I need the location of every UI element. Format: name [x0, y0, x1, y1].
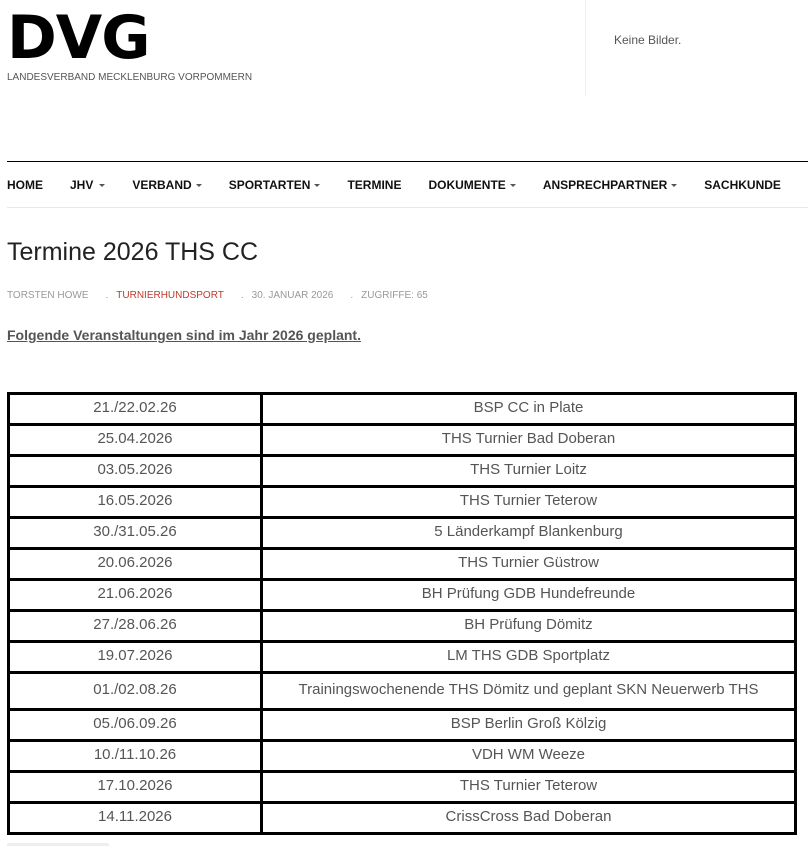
category-link[interactable]: TURNIERHUNDSPORT [116, 290, 224, 301]
events-table [7, 392, 797, 835]
event-name: VDH WM Weeze [262, 741, 796, 772]
table-row [9, 487, 796, 518]
event-date: 30./31.05.26 [9, 518, 262, 549]
nav-item-termine[interactable] [347, 178, 401, 192]
site-tagline: LANDESVERBAND MECKLENBURG VORPOMMERN [7, 72, 253, 83]
event-name: THS Turnier Teterow [262, 772, 796, 803]
hit-count: ZUGRIFFE: 65 [361, 290, 428, 301]
caret-down-icon [510, 184, 516, 187]
caret-down-icon [314, 184, 320, 187]
no-images-text: Keine Bilder. [614, 33, 682, 47]
event-date: 03.05.2026 [9, 456, 262, 487]
main-nav [7, 161, 808, 208]
nav-item-label: JHV [70, 177, 94, 192]
nav-item-verband[interactable] [132, 178, 201, 192]
event-name: 5 Länderkampf Blankenburg [262, 518, 796, 549]
table-row [9, 518, 796, 549]
event-name: BH Prüfung Dömitz [262, 611, 796, 642]
nav-item-label: SACHKUNDE [704, 177, 781, 192]
event-name: BSP CC in Plate [262, 394, 796, 425]
nav-item-home[interactable] [7, 178, 43, 192]
event-name: BSP Berlin Groß Kölzig [262, 710, 796, 741]
event-date: 21.06.2026 [9, 580, 262, 611]
publish-date: 30. JANUAR 2026 [251, 290, 334, 301]
meta-separator: . [350, 290, 354, 301]
table-row [9, 803, 796, 834]
table-row [9, 741, 796, 772]
table-row [9, 549, 796, 580]
table-row [9, 642, 796, 673]
table-row [9, 456, 796, 487]
table-row [9, 772, 796, 803]
nav-item-jhv[interactable] [70, 178, 105, 192]
event-name: THS Turnier Bad Doberan [262, 425, 796, 456]
event-name: THS Turnier Loitz [262, 456, 796, 487]
table-row [9, 425, 796, 456]
event-date: 16.05.2026 [9, 487, 262, 518]
table-row [9, 710, 796, 741]
table-row [9, 580, 796, 611]
site-logo[interactable]: DVG [7, 3, 150, 73]
site-header [0, 0, 808, 100]
nav-item-sachkunde[interactable] [704, 178, 781, 192]
nav-item-label: HOME [7, 177, 43, 192]
event-date: 17.10.2026 [9, 772, 262, 803]
event-date: 19.07.2026 [9, 642, 262, 673]
table-row [9, 394, 796, 425]
table-row [9, 611, 796, 642]
event-date: 27./28.06.26 [9, 611, 262, 642]
table-row [9, 673, 796, 710]
event-name: Trainingswochenende THS Dömitz und geplant SKN Neuerwerb THS [262, 673, 796, 710]
event-date: 10./11.10.26 [9, 741, 262, 772]
author: TORSTEN HOWE [7, 290, 89, 301]
event-date: 25.04.2026 [9, 425, 262, 456]
event-date: 14.11.2026 [9, 803, 262, 834]
meta-separator: . [240, 290, 244, 301]
article-meta [7, 290, 428, 301]
event-name: LM THS GDB Sportplatz [262, 642, 796, 673]
nav-item-dokumente[interactable] [428, 178, 515, 192]
event-name: THS Turnier Teterow [262, 487, 796, 518]
page-title: Termine 2026 THS CC [7, 238, 259, 266]
nav-item-label: VERBAND [132, 177, 192, 192]
event-date: 01./02.08.26 [9, 673, 262, 710]
event-date: 20.06.2026 [9, 549, 262, 580]
event-date: 21./22.02.26 [9, 394, 262, 425]
event-date: 05./06.09.26 [9, 710, 262, 741]
nav-item-label: DOKUMENTE [428, 177, 506, 192]
caret-down-icon [671, 184, 677, 187]
intro-text: Folgende Veranstaltungen sind im Jahr 2026 geplant. [7, 327, 361, 343]
nav-item-ansprechpartner[interactable] [543, 178, 677, 192]
nav-item-label: SPORTARTEN [228, 177, 311, 192]
nav-item-sportarten[interactable] [229, 178, 321, 192]
caret-down-icon [99, 184, 105, 187]
nav-item-label: ANSPRECHPARTNER [542, 177, 668, 192]
event-name: THS Turnier Güstrow [262, 549, 796, 580]
event-name: CrissCross Bad Doberan [262, 803, 796, 834]
caret-down-icon [196, 184, 202, 187]
meta-separator: . [105, 290, 109, 301]
nav-item-label: TERMINE [347, 177, 402, 192]
header-divider [585, 0, 586, 96]
event-name: BH Prüfung GDB Hundefreunde [262, 580, 796, 611]
